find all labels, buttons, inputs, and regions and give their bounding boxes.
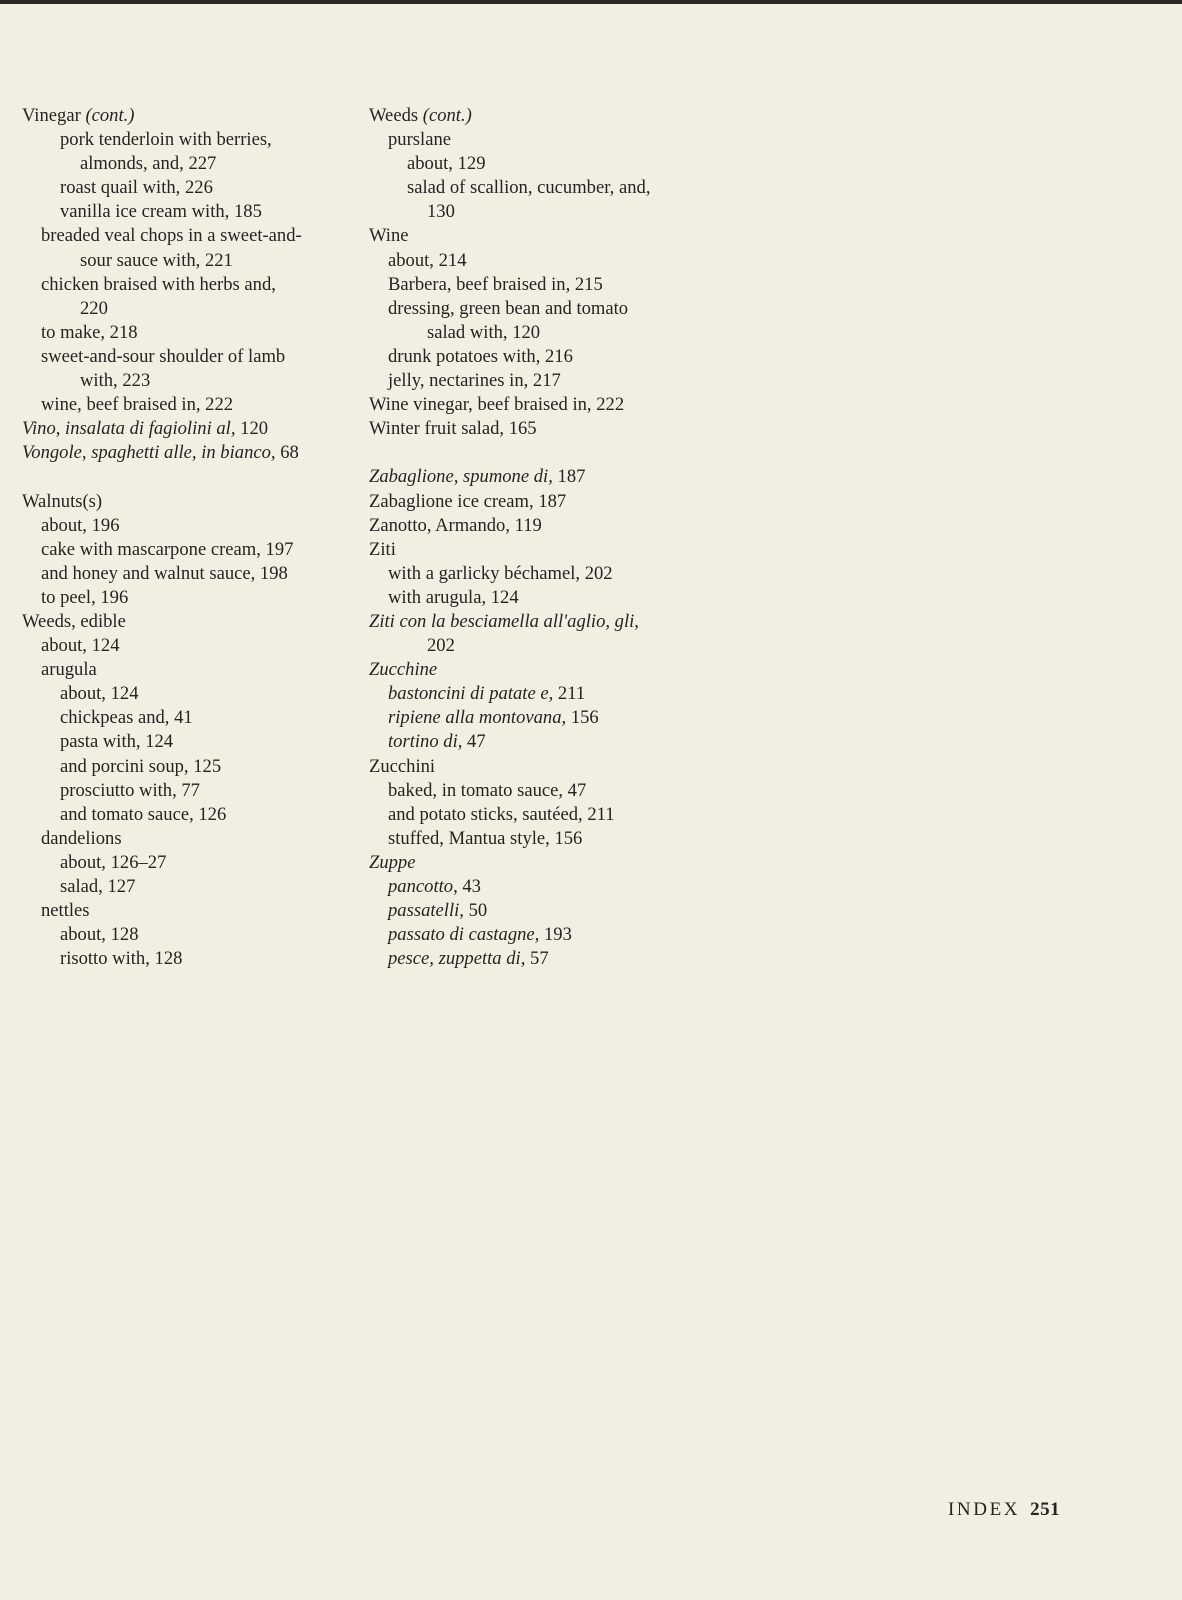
index-subentry [369, 827, 689, 851]
entry-text: sour sauce with, 221 [80, 249, 233, 271]
index-subentry [369, 923, 689, 947]
entry-text: Weeds, edible [22, 610, 126, 632]
index-subentry [369, 249, 689, 273]
index-subentry [22, 923, 340, 947]
entry-text: pasta with, 124 [60, 731, 174, 753]
index-subentry [22, 947, 340, 971]
entry-text: Wine vinegar, beef braised in, 222 [369, 394, 625, 416]
page-top-edge [0, 0, 1182, 4]
entry-text: Zanotto, Armando, 119 [369, 514, 542, 536]
entry-text: bastoncini di patate e, [388, 683, 554, 705]
index-subentry [22, 514, 340, 538]
entry-text: tortino di, [388, 731, 463, 753]
index-subentry [22, 297, 340, 321]
index-subentry [22, 779, 340, 803]
index-heading [369, 658, 689, 682]
entry-text: Vongole, spaghetti alle, in bianco, [22, 442, 276, 464]
continued-marker: (cont.) [422, 105, 472, 126]
entry-text: 130 [427, 201, 455, 223]
entry-text: about, 129 [407, 153, 486, 175]
entry-text: baked, in tomato sauce, 47 [388, 779, 587, 801]
entry-text: and potato sticks, sautéed, 211 [388, 803, 615, 825]
entry-text: drunk potatoes with, 216 [388, 345, 573, 367]
entry-page-ref: 187 [557, 466, 586, 488]
index-subentry [369, 297, 689, 321]
index-heading [369, 417, 689, 441]
index-heading [22, 610, 340, 634]
index-subentry [369, 200, 689, 224]
entry-text: ripiene alla montovana, [388, 707, 567, 729]
entry-text: sweet-and-sour shoulder of lamb [41, 345, 286, 367]
entry-head: Weeds [369, 105, 419, 126]
index-subentry [22, 730, 340, 754]
index-subentry [369, 152, 689, 176]
entry-text: Walnuts(s) [22, 490, 103, 512]
index-subentry [22, 682, 340, 706]
entry-text: about, 124 [60, 683, 139, 705]
index-subentry [22, 224, 340, 248]
entry-text: passato di castagne, [388, 924, 540, 946]
index-subentry [22, 176, 340, 200]
index-heading [369, 224, 689, 248]
entry-text: Ziti con la besciamella all'aglio, gli, [369, 610, 639, 632]
entry-text: vanilla ice cream with, 185 [60, 201, 262, 223]
index-heading [369, 465, 689, 489]
index-column-left [22, 104, 340, 971]
entry-text: and porcini soup, 125 [60, 755, 222, 777]
entry-text: roast quail with, 226 [60, 177, 213, 199]
index-subentry [22, 273, 340, 297]
entry-text: pesce, zuppetta di, [388, 948, 526, 970]
entry-text: Vino, insalata di fagiolini al, [22, 418, 236, 440]
index-subentry [369, 176, 689, 200]
entry-text: about, 128 [60, 924, 139, 946]
index-column-right [369, 104, 689, 971]
section-gap [369, 441, 689, 465]
entry-page-ref: 68 [280, 442, 299, 464]
entry-text: 202 [427, 635, 455, 657]
index-subentry [369, 369, 689, 393]
index-heading [22, 490, 340, 514]
entry-text: Zabaglione ice cream, 187 [369, 490, 567, 512]
entry-text: to peel, 196 [41, 586, 129, 608]
section-gap [22, 465, 340, 489]
continued-marker: (cont.) [85, 105, 135, 126]
index-heading [369, 490, 689, 514]
entry-text: pork tenderloin with berries, [60, 129, 272, 151]
entry-text: Barbera, beef braised in, 215 [388, 273, 603, 295]
entry-head: Vinegar [22, 105, 81, 126]
index-heading [22, 104, 340, 128]
index-subentry [369, 586, 689, 610]
entry-text: risotto with, 128 [60, 948, 183, 970]
entry-text: salad, 127 [60, 876, 136, 897]
index-subentry [22, 249, 340, 273]
entry-text: with a garlicky béchamel, 202 [388, 562, 613, 584]
index-heading [369, 393, 689, 417]
entry-text: Zucchini [369, 755, 436, 777]
index-heading [22, 417, 340, 441]
index-subentry [22, 755, 340, 779]
entry-text: salad with, 120 [427, 321, 541, 343]
index-heading [369, 538, 689, 562]
entry-text: Ziti [369, 538, 396, 560]
index-heading [369, 755, 689, 779]
index-subentry [22, 369, 340, 393]
index-subentry [22, 803, 340, 827]
entry-text: salad of scallion, cucumber, and, [407, 177, 651, 199]
entry-text: and tomato sauce, 126 [60, 803, 227, 825]
entry-page-ref: 43 [462, 876, 481, 897]
entry-page-ref: 47 [467, 731, 486, 753]
index-subentry [369, 634, 689, 658]
index-subentry [369, 682, 689, 706]
entry-text: Winter fruit salad, 165 [369, 418, 537, 440]
index-subentry [369, 706, 689, 730]
entry-text: with, 223 [80, 370, 151, 392]
entry-text: and honey and walnut sauce, 198 [41, 562, 288, 584]
entry-page-ref: 156 [570, 707, 599, 729]
entry-text: prosciutto with, 77 [60, 779, 200, 801]
running-footer [948, 1499, 1060, 1521]
entry-text: passatelli, [388, 900, 464, 922]
index-subentry [22, 706, 340, 730]
index-subentry [369, 345, 689, 369]
index-subentry [369, 947, 689, 971]
index-subentry [369, 730, 689, 754]
entry-text: about, 126–27 [60, 851, 167, 873]
entry-text: jelly, nectarines in, 217 [388, 370, 561, 392]
index-subentry [22, 634, 340, 658]
index-subentry [22, 562, 340, 586]
index-subentry [22, 899, 340, 923]
index-subentry [369, 562, 689, 586]
entry-text: 220 [80, 297, 108, 319]
index-subentry [369, 875, 689, 899]
entry-text: Zuppe [369, 851, 416, 873]
entry-text: with arugula, 124 [388, 586, 519, 608]
index-subentry [22, 345, 340, 369]
entry-text: dressing, green bean and tomato [388, 297, 629, 319]
index-subentry [369, 321, 689, 345]
page-number: 251 [1030, 1499, 1061, 1520]
index-subentry [22, 200, 340, 224]
entry-text: Zucchine [369, 659, 438, 681]
index-subentry [22, 128, 340, 152]
entry-text: stuffed, Mantua style, 156 [388, 827, 583, 849]
entry-text: purslane [388, 129, 451, 151]
index-heading [369, 610, 689, 634]
index-subentry [22, 393, 340, 417]
index-heading [369, 851, 689, 875]
entry-page-ref: 120 [240, 418, 269, 440]
entry-text: breaded veal chops in a sweet-and- [41, 225, 302, 247]
entry-page-ref: 50 [468, 900, 488, 922]
entry-page-ref: 211 [557, 683, 586, 705]
entry-text: Wine [369, 225, 409, 247]
entry-text: chicken braised with herbs and, [41, 273, 276, 295]
entry-text: about, 124 [41, 635, 120, 657]
entry-text: almonds, and, 227 [80, 153, 217, 175]
entry-text: chickpeas and, 41 [60, 707, 193, 729]
entry-text: nettles [41, 900, 90, 922]
entry-text: to make, 218 [41, 321, 138, 343]
entry-text: about, 214 [388, 249, 467, 271]
index-subentry [22, 538, 340, 562]
entry-page-ref: 193 [544, 924, 572, 946]
index-subentry [369, 128, 689, 152]
entry-page-ref: 57 [530, 948, 549, 970]
entry-text: wine, beef braised in, 222 [41, 394, 234, 416]
index-heading [369, 104, 689, 128]
footer-label: INDEX [948, 1499, 1021, 1520]
index-subentry [369, 899, 689, 923]
index-subentry [369, 779, 689, 803]
entry-text: arugula [41, 659, 97, 681]
index-subentry [22, 321, 340, 345]
index-heading [369, 514, 689, 538]
index-subentry [22, 875, 340, 899]
index-subentry [22, 586, 340, 610]
index-subentry [22, 658, 340, 682]
index-heading [22, 441, 340, 465]
entry-text: pancotto, [388, 876, 458, 897]
entry-text: Zabaglione, spumone di, [369, 466, 553, 488]
index-subentry [22, 827, 340, 851]
index-subentry [369, 803, 689, 827]
entry-text: about, 196 [41, 514, 120, 536]
index-subentry [369, 273, 689, 297]
index-subentry [22, 152, 340, 176]
entry-text: dandelions [41, 827, 122, 849]
index-subentry [22, 851, 340, 875]
entry-text: cake with mascarpone cream, 197 [41, 538, 294, 560]
